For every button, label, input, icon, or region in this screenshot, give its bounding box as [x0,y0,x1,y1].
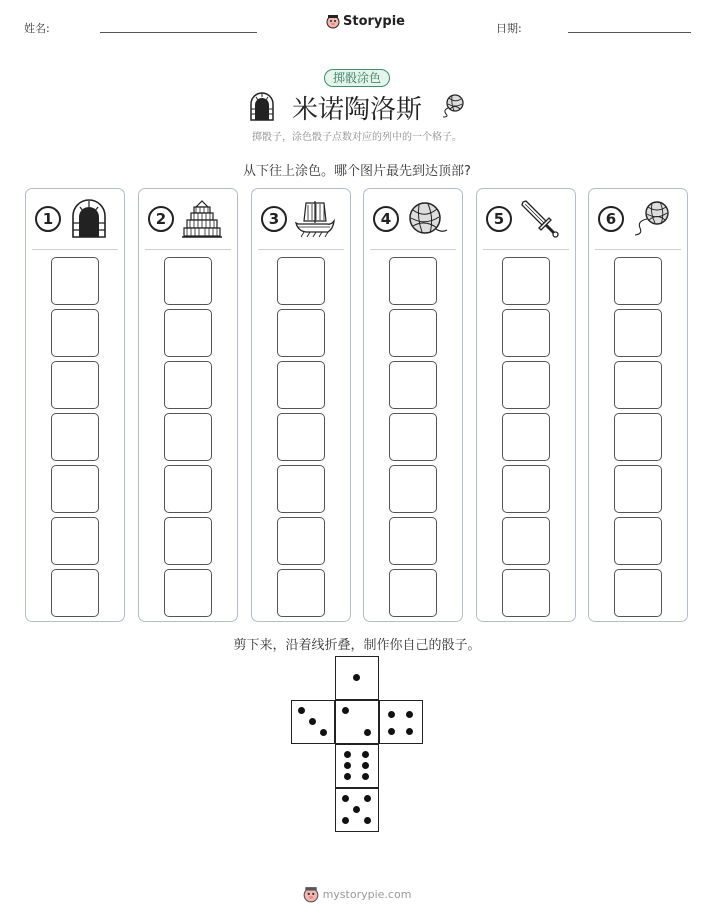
die-pip [362,773,369,780]
color-cell[interactable] [277,569,325,617]
color-cell[interactable] [164,361,212,409]
die-pip [353,674,360,681]
column-number: 1 [35,206,61,232]
die-face-right [379,700,423,744]
die-pip [406,711,413,718]
color-cell[interactable] [164,517,212,565]
die-face-center [335,700,379,744]
die-pip [344,751,351,758]
color-cell[interactable] [614,569,662,617]
color-cell[interactable] [164,257,212,305]
brand-name: Storypie [343,14,405,29]
die-pip [362,762,369,769]
yarn-ball-icon [406,199,448,239]
color-cell[interactable] [277,361,325,409]
color-cell[interactable] [502,465,550,513]
die-pip [342,795,349,802]
tunnel-icon [68,199,110,239]
color-cell[interactable] [389,517,437,565]
color-cell[interactable] [51,257,99,305]
date-label: 日期: [496,22,522,35]
column-divider [595,249,681,250]
ship-icon [294,199,336,239]
die-face-top [335,656,379,700]
column-divider [145,249,231,250]
die-pip [362,751,369,758]
die-face-left [291,700,335,744]
color-cell[interactable] [389,257,437,305]
color-cell[interactable] [389,413,437,461]
temple-icon [181,199,223,239]
color-cell[interactable] [614,309,662,357]
color-cell[interactable] [277,413,325,461]
column-divider [370,249,456,250]
column-3 [251,188,351,622]
color-cell[interactable] [164,569,212,617]
date-line [568,32,691,33]
page-subtitle: 掷骰子，涂色骰子点数对应的列中的一个格子。 [252,132,462,143]
instruction-text: 从下往上涂色。哪个图片最先到达顶部? [243,164,471,179]
color-cell[interactable] [502,569,550,617]
color-cell[interactable] [389,361,437,409]
die-pip [342,817,349,824]
color-cell[interactable] [51,309,99,357]
page-title: 米诺陶洛斯 [291,95,422,125]
color-cell[interactable] [614,413,662,461]
color-cell[interactable] [614,361,662,409]
sword-icon [519,199,561,239]
color-cell[interactable] [389,309,437,357]
color-cell[interactable] [51,413,99,461]
color-cell[interactable] [502,413,550,461]
color-cell[interactable] [614,257,662,305]
color-cell[interactable] [164,413,212,461]
yarn-ball-title-icon [440,93,466,119]
die-pip [406,728,413,735]
column-divider [258,249,344,250]
die-pip [298,707,305,714]
name-line [100,32,257,33]
column-number: 5 [486,206,512,232]
die-pip [344,762,351,769]
die-pip [309,718,316,725]
color-cell[interactable] [614,465,662,513]
color-cell[interactable] [502,309,550,357]
column-divider [483,249,569,250]
die-pip [364,729,371,736]
color-cell[interactable] [502,257,550,305]
column-1 [25,188,125,622]
column-number: 4 [373,206,399,232]
color-cell[interactable] [164,465,212,513]
die-pip [364,817,371,824]
die-face-bottom [335,788,379,832]
game-badge: 掷骰涂色 [324,69,390,87]
color-cell[interactable] [277,309,325,357]
die-pip [364,795,371,802]
color-cell[interactable] [164,309,212,357]
die-pip [344,773,351,780]
column-5 [476,188,576,622]
column-6 [588,188,688,622]
pig-mascot-icon [303,886,319,903]
color-cell[interactable] [277,465,325,513]
die-pip [342,707,349,714]
column-number: 2 [148,206,174,232]
column-2 [138,188,238,622]
column-divider [32,249,118,250]
footer [0,886,714,903]
die-pip [353,806,360,813]
color-cell[interactable] [502,361,550,409]
die-face-lower [335,744,379,788]
die-pip [388,711,395,718]
die-pip [388,728,395,735]
footer-url: mystorypie.com [322,888,412,901]
color-cell[interactable] [51,361,99,409]
yarn-thread-icon [631,199,673,239]
color-cell[interactable] [277,257,325,305]
color-cell[interactable] [51,517,99,565]
color-cell[interactable] [389,569,437,617]
pig-mascot-icon [326,14,340,29]
brand-logo [326,14,405,29]
color-cell[interactable] [51,569,99,617]
die-pip [320,729,327,736]
color-cell[interactable] [389,465,437,513]
name-label: 姓名: [24,22,50,35]
color-cell[interactable] [502,517,550,565]
cut-instruction: 剪下来，沿着线折叠，制作你自己的骰子。 [233,638,481,653]
color-cell[interactable] [51,465,99,513]
column-number: 6 [598,206,624,232]
color-cell[interactable] [277,517,325,565]
column-4 [363,188,463,622]
column-number: 3 [261,206,287,232]
color-cell[interactable] [614,517,662,565]
